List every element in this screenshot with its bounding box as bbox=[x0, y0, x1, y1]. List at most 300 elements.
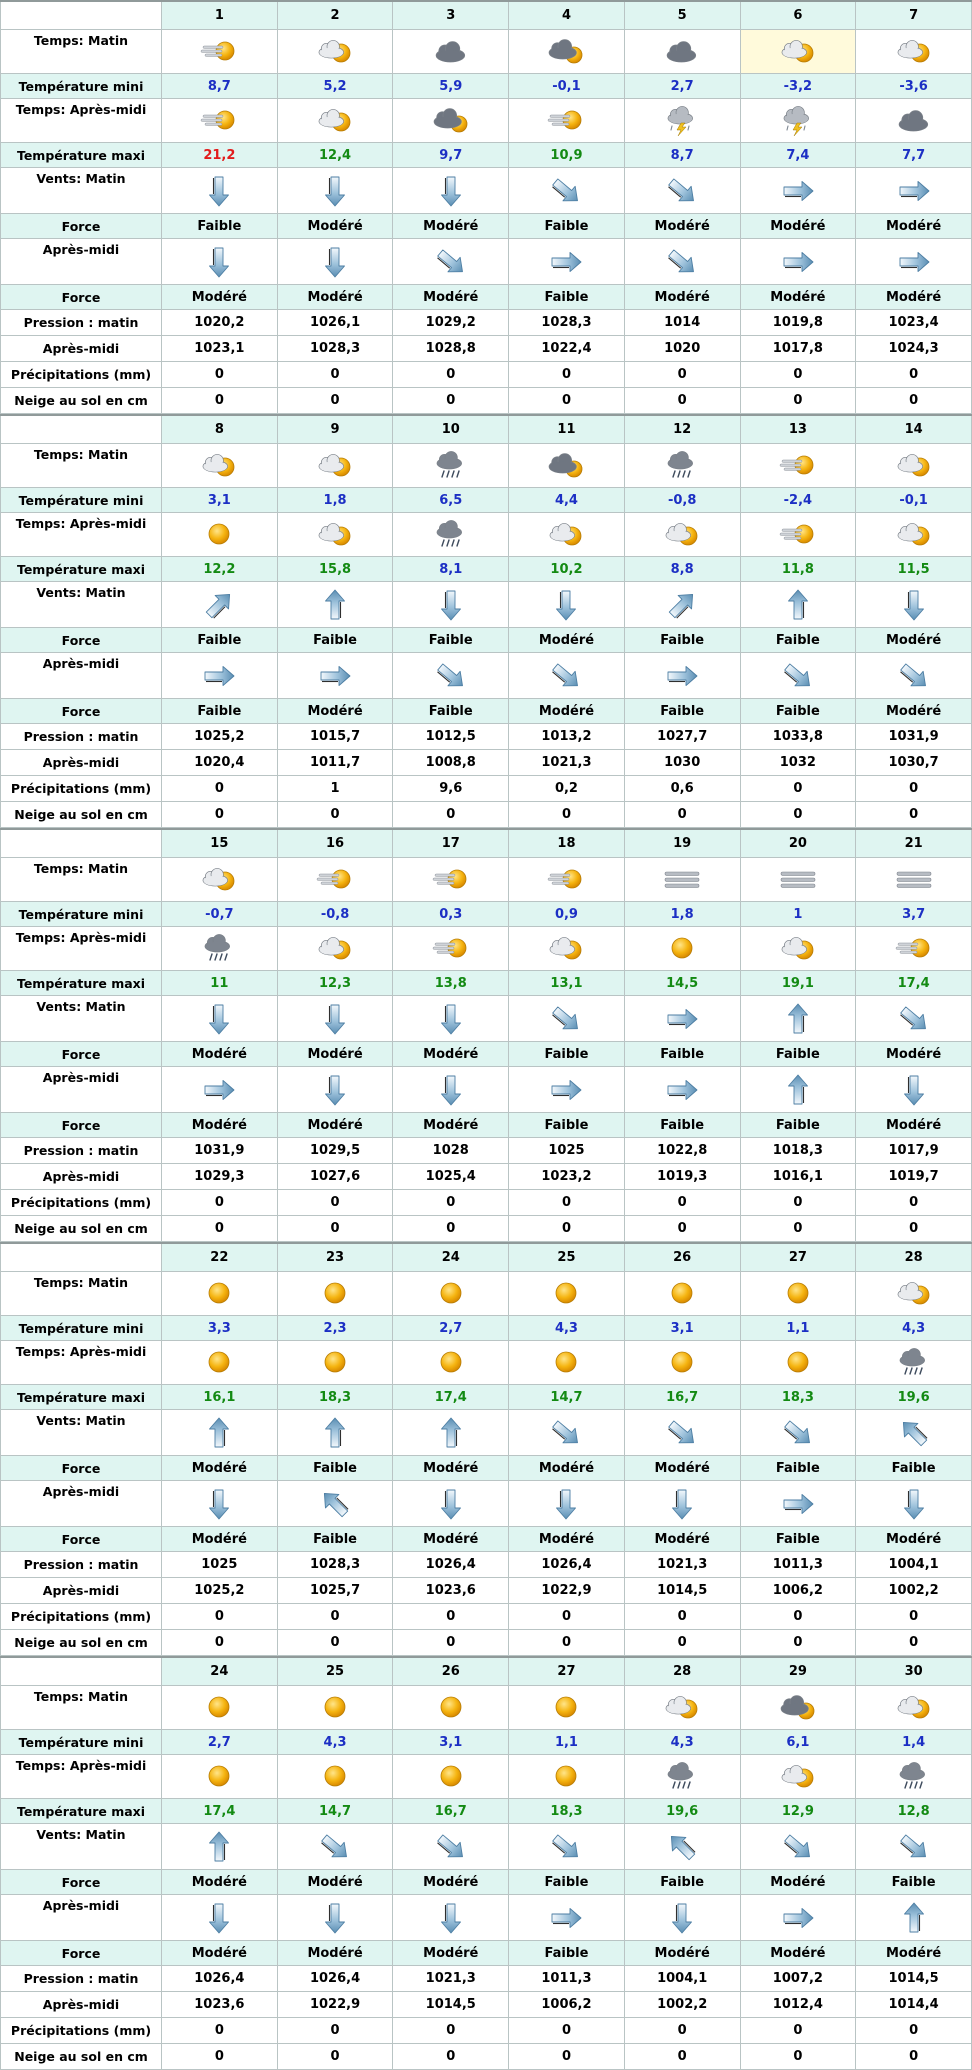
day-number: 9 bbox=[277, 415, 393, 444]
row-fm bbox=[1, 1456, 972, 1481]
precipitation-value: 0 bbox=[393, 2018, 509, 2044]
pressure-morning-value: 1012,5 bbox=[393, 724, 509, 750]
row-label: Précipitations (mm) bbox=[1, 776, 162, 802]
row-label: Force bbox=[1, 1456, 162, 1481]
cloud-sun-icon bbox=[778, 1769, 818, 1784]
precipitation-value: 0 bbox=[856, 2018, 972, 2044]
snow-value: 0 bbox=[393, 802, 509, 828]
dark-cloud-sun-icon bbox=[778, 1700, 818, 1715]
dark-cloud-icon bbox=[662, 44, 702, 59]
pressure-morning-value: 1025,2 bbox=[162, 724, 278, 750]
force-morning-value: Faible bbox=[856, 1870, 972, 1895]
snow-value: 0 bbox=[740, 1216, 856, 1242]
precipitation-value: 0,6 bbox=[624, 776, 740, 802]
arrow-ne-icon bbox=[201, 597, 237, 612]
weather-afternoon-cell bbox=[277, 1755, 393, 1799]
temp-max-value: 16,7 bbox=[393, 1799, 509, 1824]
force-afternoon-value: Modéré bbox=[162, 1113, 278, 1138]
arrow-e-icon bbox=[780, 254, 816, 269]
snow-value: 0 bbox=[624, 388, 740, 414]
row-label: Neige au sol en cm bbox=[1, 388, 162, 414]
wind-sun-icon bbox=[431, 941, 471, 956]
wind-afternoon-cell bbox=[509, 239, 625, 285]
header-corner bbox=[1, 415, 162, 444]
weather-afternoon-cell bbox=[509, 1341, 625, 1385]
temp-min-value: -0,1 bbox=[509, 74, 625, 99]
cloud-sun-icon bbox=[662, 527, 702, 542]
cloud-sun-icon bbox=[315, 458, 355, 473]
pressure-afternoon-value: 1020,4 bbox=[162, 750, 278, 776]
weather-afternoon-cell bbox=[856, 513, 972, 557]
row-wa bbox=[1, 1067, 972, 1113]
temp-min-value: -0,8 bbox=[277, 902, 393, 927]
arrow-s-icon bbox=[433, 183, 469, 198]
pressure-afternoon-value: 1014,4 bbox=[856, 1992, 972, 2018]
row-pr bbox=[1, 1190, 972, 1216]
row-pm bbox=[1, 310, 972, 336]
row-wm bbox=[1, 1410, 972, 1456]
force-morning-value: Modéré bbox=[624, 214, 740, 239]
precipitation-value: 0 bbox=[277, 2018, 393, 2044]
sun-icon bbox=[315, 1769, 355, 1784]
row-label: Précipitations (mm) bbox=[1, 1604, 162, 1630]
snow-value: 0 bbox=[162, 802, 278, 828]
arrow-e-icon bbox=[201, 668, 237, 683]
wind-morning-cell bbox=[740, 1410, 856, 1456]
weather-afternoon-cell bbox=[856, 927, 972, 971]
pressure-afternoon-value: 1022,9 bbox=[277, 1992, 393, 2018]
temp-min-value: -3,2 bbox=[740, 74, 856, 99]
temp-max-value: 17,4 bbox=[856, 971, 972, 996]
weather-morning-cell bbox=[856, 30, 972, 74]
sun-icon bbox=[778, 1286, 818, 1301]
row-label: Neige au sol en cm bbox=[1, 802, 162, 828]
rain-cloud-icon bbox=[662, 458, 702, 473]
day-number: 28 bbox=[856, 1243, 972, 1272]
temp-max-value: 18,3 bbox=[509, 1799, 625, 1824]
arrow-se-icon bbox=[548, 1425, 584, 1440]
row-label: Après-midi bbox=[1, 1992, 162, 2018]
weather-afternoon-cell bbox=[393, 513, 509, 557]
pressure-afternoon-value: 1023,6 bbox=[393, 1578, 509, 1604]
temp-min-value: 3,3 bbox=[162, 1316, 278, 1341]
pressure-morning-value: 1011,3 bbox=[740, 1552, 856, 1578]
arrow-se-icon bbox=[780, 1425, 816, 1440]
snow-value: 0 bbox=[624, 802, 740, 828]
wind-afternoon-cell bbox=[393, 653, 509, 699]
row-mn bbox=[1, 1316, 972, 1341]
wind-sun-icon bbox=[315, 872, 355, 887]
temp-min-value: 3,1 bbox=[393, 1730, 509, 1755]
row-pr bbox=[1, 1604, 972, 1630]
day-number: 2 bbox=[277, 1, 393, 30]
row-at bbox=[1, 513, 972, 557]
row-label: Temps: Matin bbox=[1, 858, 162, 902]
day-number: 18 bbox=[509, 829, 625, 858]
arrow-s-icon bbox=[317, 1910, 353, 1925]
day-number: 12 bbox=[624, 415, 740, 444]
arrow-n-icon bbox=[201, 1839, 237, 1854]
temp-max-value: 15,8 bbox=[277, 557, 393, 582]
row-mn bbox=[1, 902, 972, 927]
wind-morning-cell bbox=[624, 996, 740, 1042]
wind-afternoon-cell bbox=[393, 239, 509, 285]
wind-morning-cell bbox=[509, 1824, 625, 1870]
weather-morning-cell bbox=[624, 444, 740, 488]
fog-icon bbox=[894, 872, 934, 887]
temp-max-value: 19,1 bbox=[740, 971, 856, 996]
wind-afternoon-cell bbox=[162, 239, 278, 285]
force-morning-value: Faible bbox=[509, 1042, 625, 1067]
weather-afternoon-cell bbox=[509, 99, 625, 143]
temp-min-value: 4,4 bbox=[509, 488, 625, 513]
pressure-afternoon-value: 1025,4 bbox=[393, 1164, 509, 1190]
wind-morning-cell bbox=[740, 996, 856, 1042]
arrow-se-icon bbox=[896, 1011, 932, 1026]
wind-afternoon-cell bbox=[162, 1067, 278, 1113]
precipitation-value: 0 bbox=[740, 1604, 856, 1630]
row-label: Temps: Après-midi bbox=[1, 1341, 162, 1385]
cloud-sun-icon bbox=[894, 1286, 934, 1301]
pressure-morning-value: 1018,3 bbox=[740, 1138, 856, 1164]
precipitation-value: 0 bbox=[624, 362, 740, 388]
row-label: Force bbox=[1, 214, 162, 239]
precipitation-value: 0 bbox=[162, 1604, 278, 1630]
wind-afternoon-cell bbox=[624, 653, 740, 699]
arrow-se-icon bbox=[317, 1839, 353, 1854]
force-morning-value: Modéré bbox=[856, 214, 972, 239]
arrow-s-icon bbox=[433, 1011, 469, 1026]
precipitation-value: 0 bbox=[277, 1604, 393, 1630]
header-corner bbox=[1, 829, 162, 858]
arrow-se-icon bbox=[548, 1011, 584, 1026]
weather-morning-cell bbox=[856, 1686, 972, 1730]
force-afternoon-value: Modéré bbox=[856, 285, 972, 310]
weather-afternoon-cell bbox=[740, 927, 856, 971]
day-number: 26 bbox=[624, 1243, 740, 1272]
row-fa bbox=[1, 285, 972, 310]
arrow-e-icon bbox=[896, 254, 932, 269]
weather-afternoon-cell bbox=[393, 927, 509, 971]
sun-icon bbox=[431, 1355, 471, 1370]
arrow-e-icon bbox=[201, 1082, 237, 1097]
arrow-n-icon bbox=[780, 1082, 816, 1097]
weather-morning-cell bbox=[393, 1272, 509, 1316]
force-afternoon-value: Modéré bbox=[740, 1941, 856, 1966]
temp-max-value: 16,7 bbox=[624, 1385, 740, 1410]
day-number: 13 bbox=[740, 415, 856, 444]
pressure-afternoon-value: 1014,5 bbox=[624, 1578, 740, 1604]
row-label: Température mini bbox=[1, 902, 162, 927]
cloud-sun-icon bbox=[894, 527, 934, 542]
row-label: Vents: Matin bbox=[1, 1824, 162, 1870]
cloud-sun-icon bbox=[315, 527, 355, 542]
temp-max-value: 8,1 bbox=[393, 557, 509, 582]
arrow-se-icon bbox=[548, 1839, 584, 1854]
row-mt bbox=[1, 444, 972, 488]
row-wm bbox=[1, 168, 972, 214]
snow-value: 0 bbox=[740, 1630, 856, 1656]
snow-value: 0 bbox=[162, 388, 278, 414]
weather-afternoon-cell bbox=[277, 1341, 393, 1385]
day-number: 6 bbox=[740, 1, 856, 30]
cloud-sun-icon bbox=[546, 941, 586, 956]
temp-max-value: 18,3 bbox=[740, 1385, 856, 1410]
sun-icon bbox=[199, 1700, 239, 1715]
arrow-s-icon bbox=[317, 1011, 353, 1026]
row-wm bbox=[1, 996, 972, 1042]
wind-afternoon-cell bbox=[856, 653, 972, 699]
day-number: 19 bbox=[624, 829, 740, 858]
arrow-se-icon bbox=[896, 668, 932, 683]
row-label: Temps: Matin bbox=[1, 1272, 162, 1316]
dark-cloud-icon bbox=[431, 44, 471, 59]
pressure-afternoon-value: 1006,2 bbox=[740, 1578, 856, 1604]
temp-min-value: 3,7 bbox=[856, 902, 972, 927]
row-label: Après-midi bbox=[1, 653, 162, 699]
wind-afternoon-cell bbox=[740, 1895, 856, 1941]
row-mt bbox=[1, 858, 972, 902]
pressure-morning-value: 1019,8 bbox=[740, 310, 856, 336]
force-afternoon-value: Faible bbox=[624, 699, 740, 724]
force-morning-value: Modéré bbox=[393, 1870, 509, 1895]
weather-morning-cell bbox=[162, 30, 278, 74]
force-afternoon-value: Modéré bbox=[393, 1113, 509, 1138]
weather-afternoon-cell bbox=[509, 927, 625, 971]
row-nd bbox=[1, 388, 972, 414]
wind-afternoon-cell bbox=[740, 1481, 856, 1527]
pressure-afternoon-value: 1014,5 bbox=[393, 1992, 509, 2018]
wind-afternoon-cell bbox=[162, 1481, 278, 1527]
force-afternoon-value: Modéré bbox=[277, 1941, 393, 1966]
force-morning-value: Modéré bbox=[277, 1870, 393, 1895]
week-table bbox=[0, 414, 972, 828]
force-morning-value: Modéré bbox=[162, 1456, 278, 1481]
wind-morning-cell bbox=[393, 168, 509, 214]
arrow-e-icon bbox=[548, 254, 584, 269]
day-number: 14 bbox=[856, 415, 972, 444]
arrow-se-icon bbox=[433, 1839, 469, 1854]
weather-morning-cell bbox=[162, 444, 278, 488]
force-morning-value: Faible bbox=[740, 1042, 856, 1067]
sun-icon bbox=[546, 1355, 586, 1370]
force-afternoon-value: Faible bbox=[740, 1527, 856, 1552]
wind-afternoon-cell bbox=[740, 1067, 856, 1113]
week-header bbox=[1, 829, 972, 858]
precipitation-value: 0 bbox=[740, 362, 856, 388]
force-morning-value: Faible bbox=[509, 214, 625, 239]
wind-sun-icon bbox=[546, 113, 586, 128]
force-afternoon-value: Modéré bbox=[509, 699, 625, 724]
row-label: Force bbox=[1, 1870, 162, 1895]
precipitation-value: 0 bbox=[162, 2018, 278, 2044]
wind-morning-cell bbox=[624, 1410, 740, 1456]
row-pa bbox=[1, 1992, 972, 2018]
pressure-morning-value: 1026,1 bbox=[277, 310, 393, 336]
header-corner bbox=[1, 1, 162, 30]
pressure-morning-value: 1021,3 bbox=[393, 1966, 509, 1992]
temp-max-value: 21,2 bbox=[162, 143, 278, 168]
wind-morning-cell bbox=[624, 582, 740, 628]
temp-min-value: 1 bbox=[740, 902, 856, 927]
row-label: Après-midi bbox=[1, 1578, 162, 1604]
row-label: Pression : matin bbox=[1, 310, 162, 336]
sun-icon bbox=[662, 941, 702, 956]
cloud-sun-icon bbox=[315, 113, 355, 128]
temp-max-value: 10,2 bbox=[509, 557, 625, 582]
arrow-s-icon bbox=[896, 1496, 932, 1511]
temp-max-value: 16,1 bbox=[162, 1385, 278, 1410]
row-label: Temps: Après-midi bbox=[1, 513, 162, 557]
weather-afternoon-cell bbox=[162, 1341, 278, 1385]
arrow-s-icon bbox=[201, 1496, 237, 1511]
force-afternoon-value: Modéré bbox=[624, 1527, 740, 1552]
force-afternoon-value: Faible bbox=[162, 699, 278, 724]
arrow-se-icon bbox=[433, 668, 469, 683]
arrow-se-icon bbox=[896, 1839, 932, 1854]
weather-morning-cell bbox=[740, 30, 856, 74]
cloud-sun-icon bbox=[199, 458, 239, 473]
wind-afternoon-cell bbox=[856, 1067, 972, 1113]
rain-cloud-icon bbox=[431, 458, 471, 473]
sun-icon bbox=[199, 1769, 239, 1784]
row-wa bbox=[1, 1895, 972, 1941]
sun-icon bbox=[431, 1769, 471, 1784]
arrow-s-icon bbox=[433, 597, 469, 612]
wind-afternoon-cell bbox=[624, 1895, 740, 1941]
wind-morning-cell bbox=[509, 168, 625, 214]
row-label: Température maxi bbox=[1, 143, 162, 168]
wind-morning-cell bbox=[624, 168, 740, 214]
wind-morning-cell bbox=[162, 1824, 278, 1870]
rain-cloud-icon bbox=[894, 1769, 934, 1784]
pressure-morning-value: 1020,2 bbox=[162, 310, 278, 336]
weather-afternoon-cell bbox=[277, 927, 393, 971]
precipitation-value: 9,6 bbox=[393, 776, 509, 802]
pressure-morning-value: 1026,4 bbox=[509, 1552, 625, 1578]
force-morning-value: Modéré bbox=[162, 1042, 278, 1067]
wind-morning-cell bbox=[509, 582, 625, 628]
day-number: 15 bbox=[162, 829, 278, 858]
pressure-morning-value: 1031,9 bbox=[162, 1138, 278, 1164]
weather-morning-cell bbox=[162, 858, 278, 902]
day-number: 1 bbox=[162, 1, 278, 30]
wind-afternoon-cell bbox=[624, 1481, 740, 1527]
precipitation-value: 0 bbox=[740, 2018, 856, 2044]
precipitation-value: 0 bbox=[162, 362, 278, 388]
pressure-morning-value: 1026,4 bbox=[393, 1552, 509, 1578]
row-label: Pression : matin bbox=[1, 1966, 162, 1992]
arrow-n-icon bbox=[317, 597, 353, 612]
wind-morning-cell bbox=[277, 168, 393, 214]
row-label: Température mini bbox=[1, 74, 162, 99]
precipitation-value: 0 bbox=[624, 1604, 740, 1630]
row-at bbox=[1, 927, 972, 971]
arrow-n-icon bbox=[780, 1011, 816, 1026]
weather-afternoon-cell bbox=[624, 513, 740, 557]
arrow-se-icon bbox=[780, 1839, 816, 1854]
arrow-e-icon bbox=[664, 1082, 700, 1097]
row-label: Vents: Matin bbox=[1, 996, 162, 1042]
cloud-sun-icon bbox=[199, 872, 239, 887]
cloud-sun-icon bbox=[894, 1700, 934, 1715]
row-wa bbox=[1, 239, 972, 285]
temp-min-value: 4,3 bbox=[624, 1730, 740, 1755]
weather-afternoon-cell bbox=[162, 1755, 278, 1799]
precipitation-value: 0 bbox=[277, 1190, 393, 1216]
pressure-afternoon-value: 1002,2 bbox=[856, 1578, 972, 1604]
precipitation-value: 0 bbox=[856, 776, 972, 802]
weather-morning-cell bbox=[277, 30, 393, 74]
weather-morning-cell bbox=[393, 30, 509, 74]
force-morning-value: Modéré bbox=[856, 628, 972, 653]
sun-icon bbox=[662, 1286, 702, 1301]
wind-morning-cell bbox=[740, 1824, 856, 1870]
wind-afternoon-cell bbox=[393, 1481, 509, 1527]
wind-morning-cell bbox=[393, 996, 509, 1042]
row-pa bbox=[1, 1578, 972, 1604]
weather-afternoon-cell bbox=[162, 513, 278, 557]
row-pm bbox=[1, 1966, 972, 1992]
row-label: Vents: Matin bbox=[1, 168, 162, 214]
precipitation-value: 0 bbox=[624, 2018, 740, 2044]
wind-afternoon-cell bbox=[740, 239, 856, 285]
arrow-s-icon bbox=[433, 1496, 469, 1511]
row-label: Force bbox=[1, 628, 162, 653]
force-morning-value: Modéré bbox=[740, 214, 856, 239]
row-fa bbox=[1, 699, 972, 724]
arrow-se-icon bbox=[548, 668, 584, 683]
weather-morning-cell bbox=[856, 1272, 972, 1316]
wind-afternoon-cell bbox=[509, 653, 625, 699]
temp-min-value: 2,3 bbox=[277, 1316, 393, 1341]
weather-morning-cell bbox=[740, 444, 856, 488]
force-afternoon-value: Modéré bbox=[393, 1527, 509, 1552]
sun-icon bbox=[662, 1355, 702, 1370]
wind-afternoon-cell bbox=[162, 1895, 278, 1941]
temp-min-value: 4,3 bbox=[277, 1730, 393, 1755]
sun-icon bbox=[546, 1769, 586, 1784]
force-morning-value: Faible bbox=[856, 1456, 972, 1481]
weather-afternoon-cell bbox=[509, 513, 625, 557]
temp-max-value: 8,8 bbox=[624, 557, 740, 582]
arrow-se-icon bbox=[664, 254, 700, 269]
temp-min-value: 1,8 bbox=[624, 902, 740, 927]
arrow-e-icon bbox=[664, 668, 700, 683]
wind-sun-icon bbox=[431, 872, 471, 887]
arrow-e-icon bbox=[317, 668, 353, 683]
pressure-afternoon-value: 1019,3 bbox=[624, 1164, 740, 1190]
sun-icon bbox=[546, 1700, 586, 1715]
temp-max-value: 12,3 bbox=[277, 971, 393, 996]
row-label: Température mini bbox=[1, 488, 162, 513]
header-corner bbox=[1, 1657, 162, 1686]
row-fm bbox=[1, 214, 972, 239]
row-fm bbox=[1, 628, 972, 653]
arrow-s-icon bbox=[433, 1910, 469, 1925]
force-morning-value: Modéré bbox=[393, 1456, 509, 1481]
arrow-se-icon bbox=[664, 183, 700, 198]
weather-morning-cell bbox=[856, 444, 972, 488]
snow-value: 0 bbox=[393, 1630, 509, 1656]
precipitation-value: 0 bbox=[740, 776, 856, 802]
arrow-e-icon bbox=[780, 1910, 816, 1925]
pressure-morning-value: 1029,2 bbox=[393, 310, 509, 336]
force-morning-value: Faible bbox=[277, 628, 393, 653]
arrow-e-icon bbox=[548, 1082, 584, 1097]
row-label: Force bbox=[1, 1113, 162, 1138]
fog-icon bbox=[778, 872, 818, 887]
